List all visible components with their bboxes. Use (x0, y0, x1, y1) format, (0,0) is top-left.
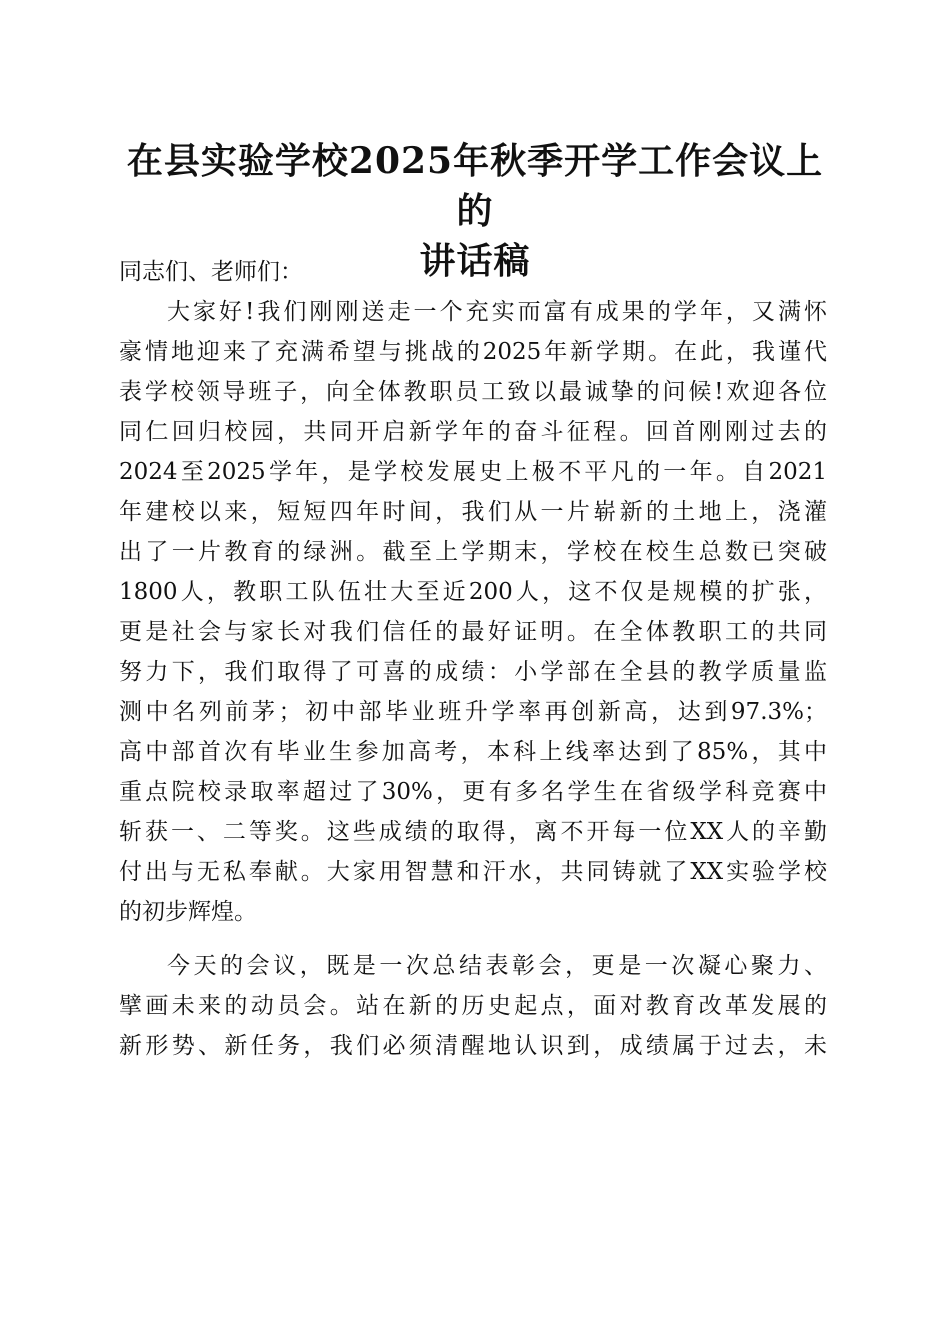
text-line: 大家好!我们刚刚送走一个充实而富有成果的学年，又满怀 (167, 299, 827, 325)
text-line: 高中部首次有毕业生参加高考，本科上线率达到了85%，其中 (119, 739, 827, 765)
text-line: 测中名列前茅；初中部毕业班升学率再创新高，达到97.3%； (119, 699, 827, 725)
salutation: 同志们、老师们： (119, 259, 303, 285)
document-body (119, 252, 827, 1066)
text-line: 更是社会与家长对我们信任的最好证明。在全体教职工的共同 (119, 619, 827, 645)
text-line: 今天的会议，既是一次总结表彰会，更是一次凝心聚力、 (167, 953, 827, 979)
paragraph-gap (119, 932, 827, 946)
text-line: 付出与无私奉献。大家用智慧和汗水，共同铸就了XX实验学校 (119, 859, 827, 885)
paragraph-2 (119, 946, 827, 1066)
text-line: 豪情地迎来了充满希望与挑战的2025年新学期。在此，我谨代 (119, 339, 827, 365)
text-line: 年建校以来，短短四年时间，我们从一片崭新的土地上，浇灌 (119, 499, 827, 525)
title-line: 讲话稿 (419, 240, 531, 282)
text-line: 同仁回归校园，共同开启新学年的奋斗征程。回首刚刚过去的 (119, 419, 827, 445)
text-line: 的初步辉煌。 (119, 899, 257, 925)
text-line: 重点院校录取率超过了30%，更有多名学生在省级学科竞赛中 (119, 779, 827, 805)
title-line: 在县实验学校2025年秋季开学工作会议上的 (126, 140, 824, 232)
text-line: 擘画未来的动员会。站在新的历史起点，面对教育改革发展的 (119, 993, 827, 1019)
text-line: 2024至2025学年，是学校发展史上极不平凡的一年。自2021 (119, 459, 827, 485)
text-line: 1800人，教职工队伍壮大至近200人，这不仅是规模的扩张， (119, 579, 827, 605)
text-line: 新形势、新任务，我们必须清醒地认识到，成绩属于过去，未 (119, 1033, 827, 1059)
text-line: 出了一片教育的绿洲。截至上学期末，学校在校生总数已突破 (119, 539, 827, 565)
text-line: 努力下，我们取得了可喜的成绩：小学部在全县的教学质量监 (119, 659, 827, 685)
text-line: 斩获一、二等奖。这些成绩的取得，离不开每一位XX人的辛勤 (119, 819, 827, 845)
text-line: 表学校领导班子，向全体教职员工致以最诚挚的问候!欢迎各位 (119, 379, 827, 405)
paragraph-1 (119, 292, 827, 932)
